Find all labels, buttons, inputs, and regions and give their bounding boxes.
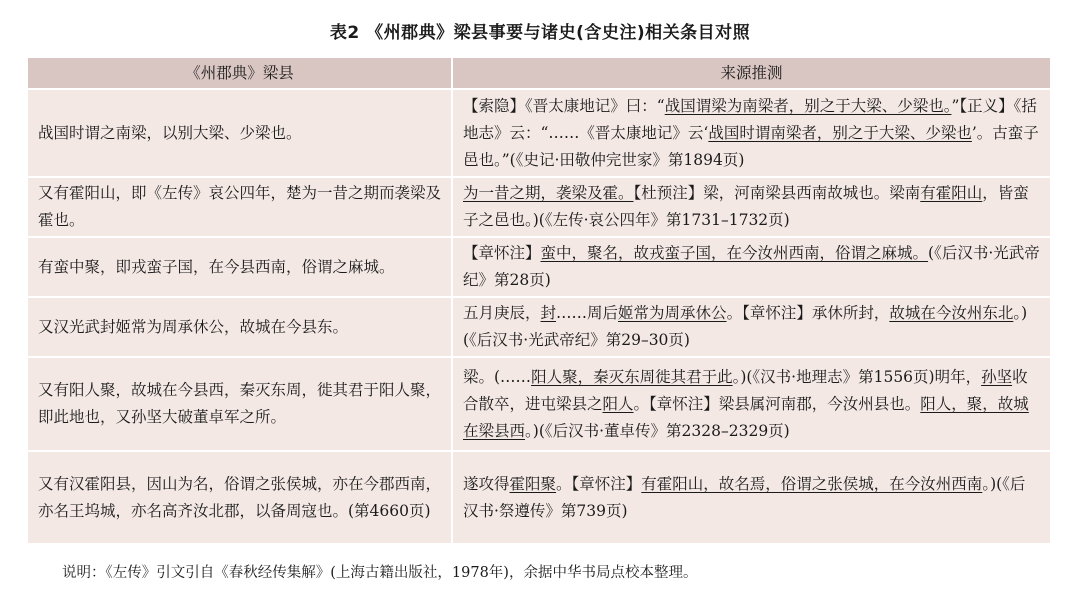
source-text: 。)(《后汉书·祭遵传》第739页) (463, 474, 1026, 520)
table-row (28, 297, 1050, 357)
table-row (28, 357, 1050, 451)
header-source: 来源推测 (452, 58, 1050, 89)
source-text: 梁。(…… (463, 367, 532, 386)
table-row (28, 89, 1050, 177)
source-text: 五月庚辰， (463, 304, 541, 322)
source-text: 【杜预注】梁，河南梁县西南故城也。梁南 (633, 184, 921, 202)
source-text: 。【章怀注】 (556, 474, 642, 493)
source-text: 【章怀注】 (463, 244, 541, 262)
cell-source (452, 297, 1050, 357)
underlined-quote: 姬常为周承休公 (618, 304, 727, 322)
underlined-quote: 故城在今汝州东北 (889, 304, 1014, 322)
underlined-quote: 阳人聚，秦灭东周徙其君于此 (531, 367, 733, 386)
source-text: 。【章怀注】承休所封， (726, 304, 890, 322)
source-text: (《后汉书·光武帝纪》第28页) (463, 244, 1040, 289)
source-text: 。【章怀注】梁县属河南郡，今汝州县也。 (633, 394, 921, 413)
cell-zhoujun: 又有霍阳山，即《左传》哀公四年，楚为一昔之期而袭梁及霍也。 (28, 177, 452, 237)
source-text: ”【正义】《括地志》云：“……《晋太康地记》云‘ (463, 96, 1037, 142)
cell-zhoujun: 又有阳人聚，故城在今县西，秦灭东周，徙其君于阳人聚，即此地也，又孙坚大破董卓军之所。 (28, 357, 452, 451)
source-text: 。)(《后汉书·光武帝纪》第29–30页) (463, 304, 1028, 349)
table-title: 表2 《州郡典》梁县事要与诸史(含史注)相关条目对照 (329, 23, 751, 43)
source-text: 收合散卒，进屯梁县之 (463, 367, 1028, 413)
source-text: 【索隐】《晋太康地记》曰：“ (463, 96, 665, 115)
table-row (28, 237, 1050, 297)
table-header-row (28, 58, 1050, 89)
underlined-quote: 战国谓梁为南梁者，别之于大梁、少梁也。 (664, 96, 952, 115)
source-text: ……周后 (556, 304, 619, 322)
comparison-table (28, 58, 1050, 543)
cell-zhoujun: 又汉光武封姬常为周承休公，故城在今县东。 (28, 297, 452, 357)
source-text: ，皆蛮子之邑也。)(《左传·哀公四年》第1731–1732页) (463, 184, 1029, 229)
table-note: 说明：《左传》引文引自《春秋经传集解》(上海古籍出版社，1978年)，余据中华书局点校本整理。 (62, 565, 698, 581)
underlined-quote: 蛮中，聚名，故戎蛮子国，在今汝州西南，俗谓之麻城。 (540, 244, 929, 262)
cell-zhoujun: 又有汉霍阳县，因山为名，俗谓之张侯城，亦在今郡西南，亦名王坞城，亦名高齐汝北郡，以备周寇也。(第4660页) (28, 451, 452, 543)
cell-source (452, 89, 1050, 177)
underlined-quote: 有霍阳山，故名焉，俗谓之张侯城，在今汝州西南 (641, 474, 983, 493)
underlined-quote: 霍阳聚 (509, 474, 557, 493)
source-text: 遂攻得 (463, 474, 510, 493)
cell-source (452, 177, 1050, 237)
underlined-quote: 为一昔之期，袭梁及霍。 (463, 184, 634, 202)
cell-source (452, 237, 1050, 297)
source-text: 。)(《后汉书·董卓传》第2328–2329页) (525, 421, 790, 440)
header-zhoujun: 《州郡典》梁县 (28, 58, 452, 89)
underlined-quote: 战国时谓南梁者，别之于大梁、少梁也 (708, 123, 972, 142)
underlined-quote: 阳人 (602, 394, 634, 413)
underlined-quote: 阳人，聚，故城在梁县西 (463, 394, 1029, 440)
cell-source (452, 451, 1050, 543)
cell-source (452, 357, 1050, 451)
underlined-quote: 封 (540, 304, 557, 322)
underlined-quote: 孙坚 (981, 367, 1013, 386)
table-row (28, 451, 1050, 543)
underlined-quote: 有霍阳山 (920, 184, 983, 202)
cell-zhoujun: 战国时谓之南梁，以别大梁、少梁也。 (28, 89, 452, 177)
source-text: ’。古蛮子邑也。”(《史记·田敬仲完世家》第1894页) (463, 123, 1039, 169)
cell-zhoujun: 有蛮中聚，即戎蛮子国，在今县西南，俗谓之麻城。 (28, 237, 452, 297)
source-text: 。)(《汉书·地理志》第1556页)明年， (732, 367, 982, 386)
table-row (28, 177, 1050, 237)
